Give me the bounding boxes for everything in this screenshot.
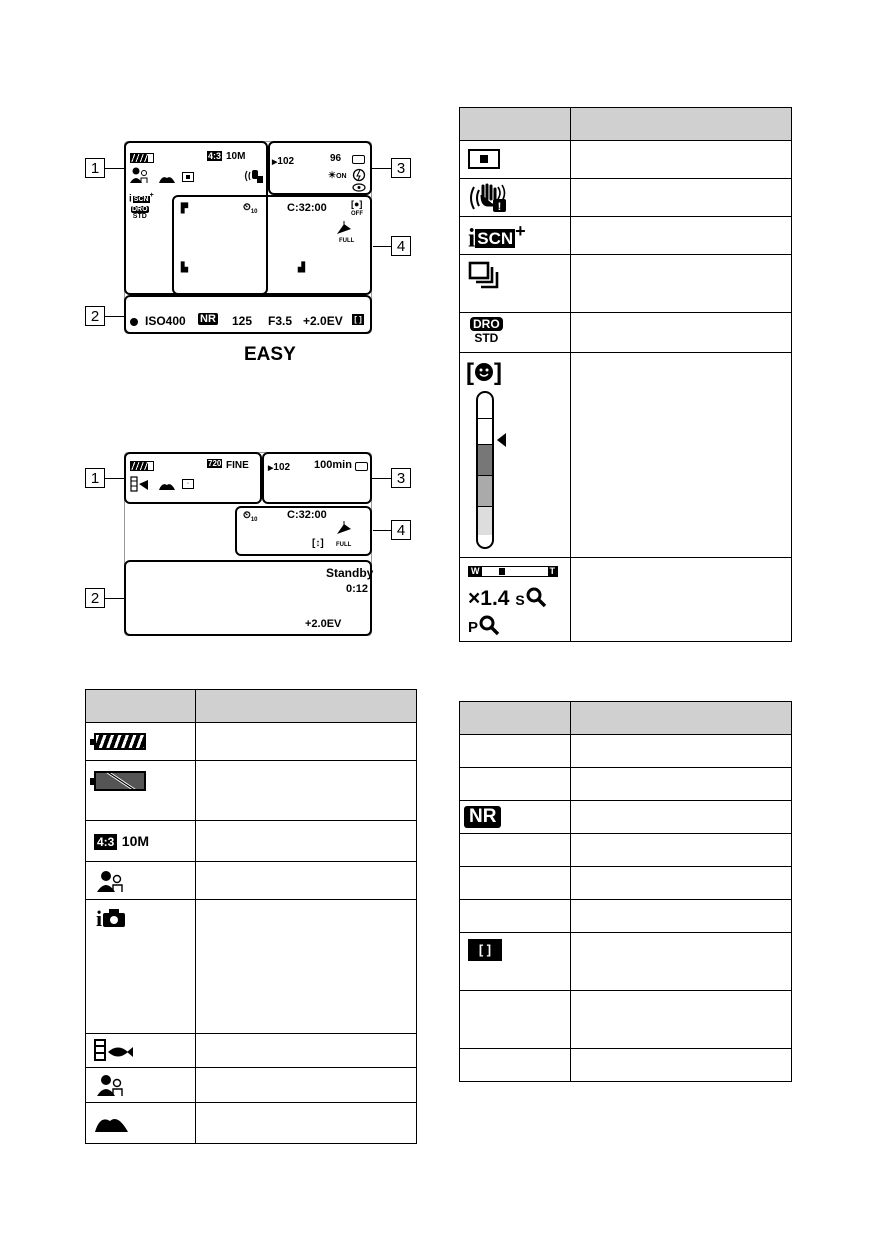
table-row — [86, 862, 417, 900]
aperture: F3.5 — [268, 314, 293, 328]
recording-status: Standby — [326, 566, 374, 580]
metering-mode-icon: ◦ — [182, 479, 194, 489]
table-row — [460, 313, 792, 353]
precision-zoom-icon: P — [468, 614, 500, 636]
area-4-frame — [172, 195, 372, 295]
folder-number: ▶102 — [272, 156, 295, 167]
folder-value: 102 — [277, 156, 295, 167]
face-detection-off-icon: [●] OFF — [351, 199, 363, 217]
shutter-speed: 125 — [232, 314, 253, 328]
memory-card-icon — [355, 462, 368, 471]
aspect-ratio: 4:3 — [94, 834, 117, 850]
battery-icon — [130, 461, 154, 471]
iso-value: ISO400 — [145, 314, 186, 328]
portrait-scene-icon — [96, 1074, 124, 1098]
flash-full-label: FULL — [336, 542, 352, 548]
dro-icon: DRO STD — [470, 317, 503, 345]
aspect-ratio: 4:3 — [208, 151, 222, 161]
noise-reduction-icon: NR — [464, 806, 501, 828]
af-frame-icon: [ ] — [352, 314, 364, 325]
leader-line — [373, 530, 391, 531]
leader-line — [105, 316, 125, 317]
table-row — [460, 179, 792, 217]
image-size: 10M — [226, 151, 246, 162]
table-row — [460, 1049, 792, 1082]
callout-2: 2 — [85, 306, 105, 326]
af-frame-icon: [↕] — [312, 538, 324, 549]
callout-1: 1 — [85, 158, 105, 178]
smile-sensitivity-gauge — [476, 391, 494, 549]
af-frame-corner: ▟ — [298, 262, 305, 272]
folder-value: 102 — [273, 462, 291, 473]
table-row — [86, 900, 417, 1034]
table-row — [460, 141, 792, 179]
leader-line — [105, 478, 125, 479]
af-frame-icon: [ ] — [468, 939, 502, 961]
callout-4: 4 — [391, 236, 411, 256]
flash-mode-icon — [335, 520, 353, 538]
callout-3: 3 — [391, 468, 411, 488]
table-row — [460, 255, 792, 313]
af-frame-corner: ▙ — [181, 262, 188, 272]
af-frame-corner: ▛ — [181, 203, 188, 213]
table-row — [460, 933, 792, 991]
exposure-value: +2.0EV — [305, 618, 342, 630]
image-size: 10M — [121, 833, 150, 849]
table-header — [460, 108, 571, 141]
spot-metering-icon — [182, 172, 194, 182]
image-size-icon — [94, 833, 149, 851]
table-row — [460, 801, 792, 834]
table-row — [86, 761, 417, 821]
table-row — [460, 217, 792, 255]
portrait-scene-icon — [96, 870, 124, 894]
battery-empty-icon — [94, 771, 146, 791]
burst-icon — [468, 261, 500, 291]
clock: C:32:00 — [287, 202, 327, 214]
table-row — [86, 821, 417, 862]
table-header — [571, 108, 792, 141]
self-timer-icon: $⏲_{10}$ — [243, 510, 258, 523]
table-row — [86, 1103, 417, 1144]
table-header — [460, 702, 571, 735]
dro-icon — [131, 206, 149, 220]
scene-recognition-icon: i SCN+ — [129, 192, 154, 205]
flash-mode-icon — [335, 220, 353, 238]
callout-2: 2 — [85, 588, 105, 608]
zoom-scale-icon: W T — [468, 566, 558, 577]
table-row — [460, 768, 792, 801]
table-row — [86, 723, 417, 761]
table-row — [460, 558, 792, 642]
af-illuminator-icon: ☀ON — [328, 170, 347, 180]
dro-mode: STD — [132, 213, 147, 220]
callout-4: 4 — [391, 520, 411, 540]
movie-quality: FINE — [226, 460, 249, 471]
spot-metering-icon — [468, 149, 500, 169]
table-row — [460, 353, 792, 558]
table-row — [460, 834, 792, 867]
leader-line — [105, 168, 125, 169]
smile-detection-icon: [ ] — [466, 359, 502, 386]
remaining-shots: 96 — [330, 153, 342, 164]
sensitivity-pointer-icon — [497, 433, 506, 447]
scene-recognition-icon: iSCN + — [468, 221, 526, 253]
callout-3: 3 — [391, 158, 411, 178]
zoom-ratio: ×1.4 S — [468, 586, 547, 611]
table-header — [571, 702, 792, 735]
exposure-value: +2.0EV — [303, 314, 343, 328]
movie-mode-icon — [130, 476, 152, 492]
callout-1: 1 — [85, 468, 105, 488]
table-row — [86, 1034, 417, 1068]
table-header — [196, 690, 417, 723]
camera-shake-warning-icon — [244, 168, 264, 184]
landscape-scene-icon — [94, 1113, 130, 1133]
easy-label: EASY — [244, 344, 296, 365]
movie-mode-icon — [94, 1039, 134, 1063]
leader-line — [373, 246, 391, 247]
table-header — [86, 690, 196, 723]
table-row — [460, 867, 792, 900]
clock: C:32:00 — [287, 509, 327, 521]
icon-table-right-bottom — [459, 701, 792, 1082]
svg-text:!: ! — [497, 201, 502, 213]
noise-reduction-icon: NR — [200, 313, 216, 325]
flash-full-label: FULL — [339, 238, 355, 244]
movie-size: 720 — [208, 459, 222, 468]
battery-icon — [130, 153, 154, 163]
icon-table-left — [85, 689, 417, 1144]
landscape-scene-icon — [158, 481, 176, 491]
battery-full-icon — [94, 733, 146, 750]
leader-line — [371, 168, 391, 169]
folder-number: ▶102 — [268, 462, 291, 473]
leader-line — [105, 598, 125, 599]
leader-line — [371, 478, 391, 479]
dro-label: DRO — [132, 206, 148, 213]
table-row — [86, 1068, 417, 1103]
icon-table-right-top — [459, 107, 792, 642]
self-timer-icon: $⏲_{10}$ — [243, 202, 258, 215]
camera-shake-warning-icon — [468, 183, 508, 213]
rec-dot-icon — [130, 318, 138, 326]
recording-time: 0:12 — [346, 583, 369, 595]
memory-card-icon — [352, 155, 365, 164]
landscape-scene-icon — [158, 174, 176, 184]
red-eye-icon — [352, 183, 366, 192]
table-row — [460, 735, 792, 768]
table-row — [460, 991, 792, 1049]
table-row — [460, 900, 792, 933]
portrait-scene-icon — [129, 167, 149, 185]
flash-off-icon — [352, 168, 366, 182]
remaining-time: 100min — [314, 459, 352, 471]
intelligent-auto-icon: i — [96, 906, 126, 932]
